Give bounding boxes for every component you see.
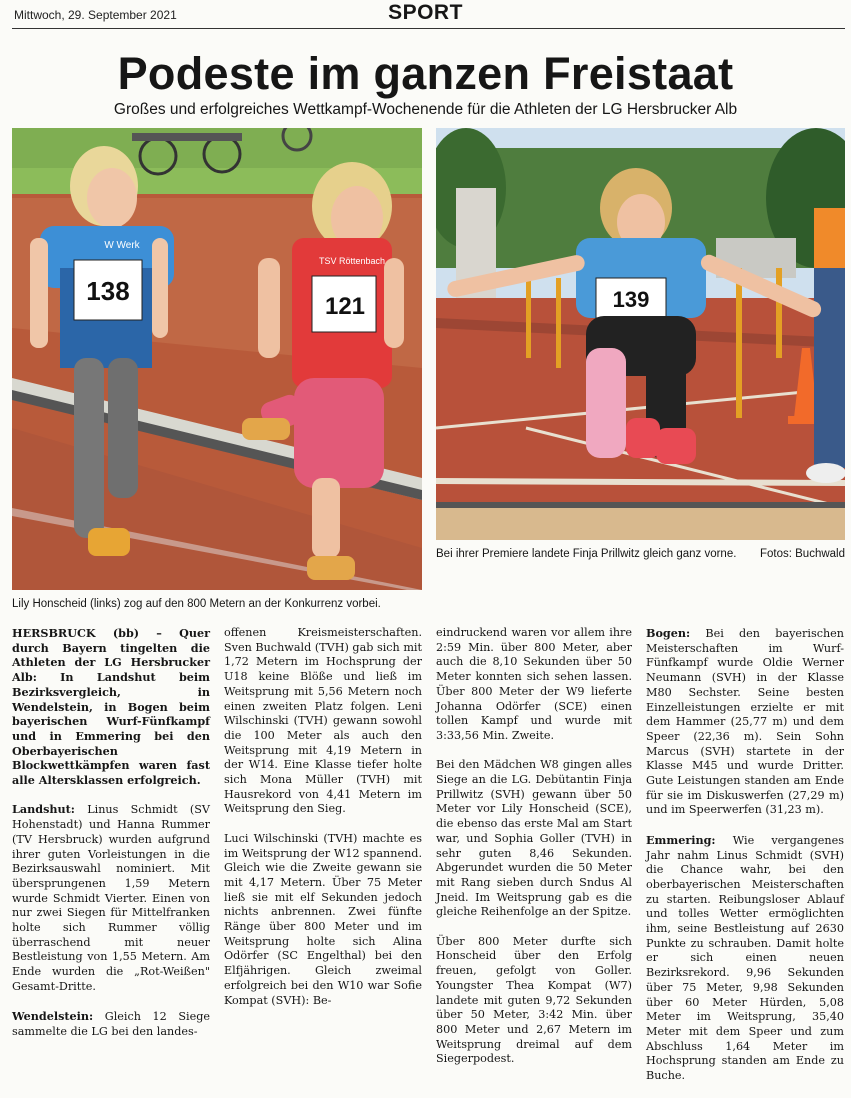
- paragraph-landshut-text: Linus Schmidt (SV Hohenstadt) und Hanna Rummer (TV Hersbruck) wurden aufgrund ihrer guten Vorleistungen in die Bezirksauswahl nominiert. Mit übersprungenen 1,59 Metern wurde Schmidt Vierter. Einen von nur zwei Siegen für Mittelfranken holte sich Rummer völlig überraschend mit neuer Bestleistung von 1,55 Metern. Am Ende wurden die „Rot-Weißen" Gesamt-Dritte.: [12, 803, 210, 993]
- photo-credit: Fotos: Buchwald: [759, 548, 845, 560]
- paragraph-bogen: [646, 626, 844, 818]
- article-column-2: [224, 626, 422, 1023]
- article-subheadline: Großes und erfolgreiches Wettkampf-Wochenende für die Athleten der LG Hersbrucker Alb: [113, 101, 738, 118]
- photo-runners: [12, 128, 422, 590]
- bib-number-139: 139: [612, 287, 650, 312]
- paragraph-wendelstein: [12, 1009, 210, 1039]
- caption-right-text: Bei ihrer Premiere landete Finja Prillwitz gleich ganz vorne.: [436, 548, 737, 560]
- paragraph-col3-3: Über 800 Meter durfte sich Honscheid über den Erfolg freuen, gefolgt von Goller. Youngster Thea Kompat (W7) landete mit guten 9,72 Sekunden über 50 Meter, 3:42 Min. über 800 Meter und 2,67 Metern im Weitsprung dreimal auf dem Siegerpodest.: [436, 934, 632, 1066]
- bib-number-121: 121: [324, 293, 366, 320]
- header-divider: [12, 28, 845, 29]
- paragraph-landshut: [12, 802, 210, 994]
- dateline-wendelstein: Wendelstein:: [12, 1009, 94, 1024]
- dateline-landshut: Landshut:: [12, 802, 75, 817]
- paragraph-emmering: [646, 833, 844, 1084]
- paragraph-col3-2: Bei den Mädchen W8 gingen alles Siege an die LG. Debütantin Finja Prillwitz (SVH) gewann über 50 Meter vor Lily Honscheid (SCE), die ebenso das erste Mal am Start war, und Sophia Goller (TVH) in sehr guten 8,46 Sekunden. Abgerundet wurden die 50 Meter mit Rang sieben durch Sndus Al Jneid. Im Weitsprung gab es die gleiche Reihenfolge an der Spitze.: [436, 758, 632, 919]
- bib-number-138: 138: [86, 276, 130, 306]
- photo-caption-left: Lily Honscheid (links) zog auf den 800 Metern an der Konkurrenz vorbei.: [12, 598, 381, 610]
- paragraph-wendelstein-text: Gleich 12 Siege sammelte die LG bei den landes-: [12, 1010, 210, 1038]
- article-lead: HERSBRUCK (bb) – Quer durch Bayern tingelten die Athleten der LG Hersbrucker Alb: In Landshut beim Bezirksvergleich, in Wendelstein, in Bogen beim bayerischen Wurf-Fünfkampf und in Emmering bei den Oberbayerischen Blockwettkämpfen waren fast alle Altersklassen erfolgreich.: [12, 626, 210, 788]
- paragraph-bogen-text: Bei den bayerischen Meisterschaften im Wurf-Fünfkampf wurde Oldie Werner Neumann (SVH) in der Klasse M80 Sechster. Seine besten Einzelleistungen erzielte er mit dem Hammer (25,77 m) und dem Speer (22,36 m). Sein Sohn Marcus (SVH) startete in der Klasse M45 und wurde Dritter. Gute Leistungen standen am Ende für sie im Diskuswerfen (27,29 m) und im Speerwerfen (31,23 m).: [646, 627, 844, 817]
- issue-date: Mittwoch, 29. September 2021: [14, 8, 177, 22]
- paragraph-col3-1: eindruckend waren vor allem ihre 2:59 Min. über 800 Meter, aber auch die 8,10 Sekunden über 50 Meter konnten sich sehen lassen. Über 800 Meter der W9 lieferte Johanna Odörfer (SCE) einen tollen Kampf und wurde mit 3:33,56 Min. Zweite.: [436, 626, 632, 742]
- photo-long-jump: [436, 128, 845, 540]
- article-headline: Podeste im ganzen Freistaat: [117, 48, 734, 99]
- shirt-text-right: TSV Röttenbach: [318, 256, 386, 266]
- article-column-1: [12, 626, 210, 1054]
- photo-caption-right: [436, 548, 845, 560]
- dateline-bogen: Bogen:: [646, 626, 691, 640]
- dateline-emmering: Emmering:: [646, 832, 716, 847]
- section-title: SPORT: [388, 1, 463, 24]
- article-column-3: [436, 626, 632, 1082]
- paragraph-emmering-text: Wie vergangenes Jahr nahm Linus Schmidt (SVH) die Chance wahr, bei den oberbayerischen Meisterschaften zu starten. Reibungsloser Ablauf und tolles Wetter ermöglichten ihm, seine Bestleistung auf 2630 Punkte zu schrauben. Damit holte er sich einen neuen Bezirksrekord. 9,96 Sekunden über 75 Meter, 9,98 Sekunden über 60 Meter Hürden, 5,08 Meter im Weitsprung, 35,40 Meter mit dem Speer und zum Abschluss 1,64 Meter im Hochsprung standen am Ende zu Buche.: [646, 833, 844, 1083]
- article-column-4: [646, 626, 844, 1098]
- shirt-text-left: W Werk: [104, 240, 140, 251]
- paragraph-col2-2: Luci Wilschinski (TVH) machte es im Weitsprung der W12 spannend. Gleich wie die Zweite gewann sie mit 4,17 Metern. Über 75 Meter ließ sie mit elf Sekunden jedoch nichts anbrennen. Zwei fünfte Ränge über 800 Meter und im Weitsprung holte sich Alina Odörfer (SC Engelthal) bei den Elfjährigen. Gleich zweimal erfolgreich bei den W10 war Sofie Kompat (SVH): Be-: [224, 831, 422, 1007]
- paragraph-col2-1: offenen Kreismeisterschaften. Sven Buchwald (TVH) gab sich mit 1,72 Metern im Hochsprung der U18 keine Blöße und ließ im Weitsprung mit 5,56 Metern noch einen zweiten Platz folgen. Leni Wilschinski (TVH) gewann sowohl die 100 Meter als auch den Weitsprung mit 4,19 Metern in der W14. Eine Klasse tiefer holte sich Mona Müller (TVH) mit Hausrekord von 4,41 Metern im Weitsprung den Sieg.: [224, 626, 422, 816]
